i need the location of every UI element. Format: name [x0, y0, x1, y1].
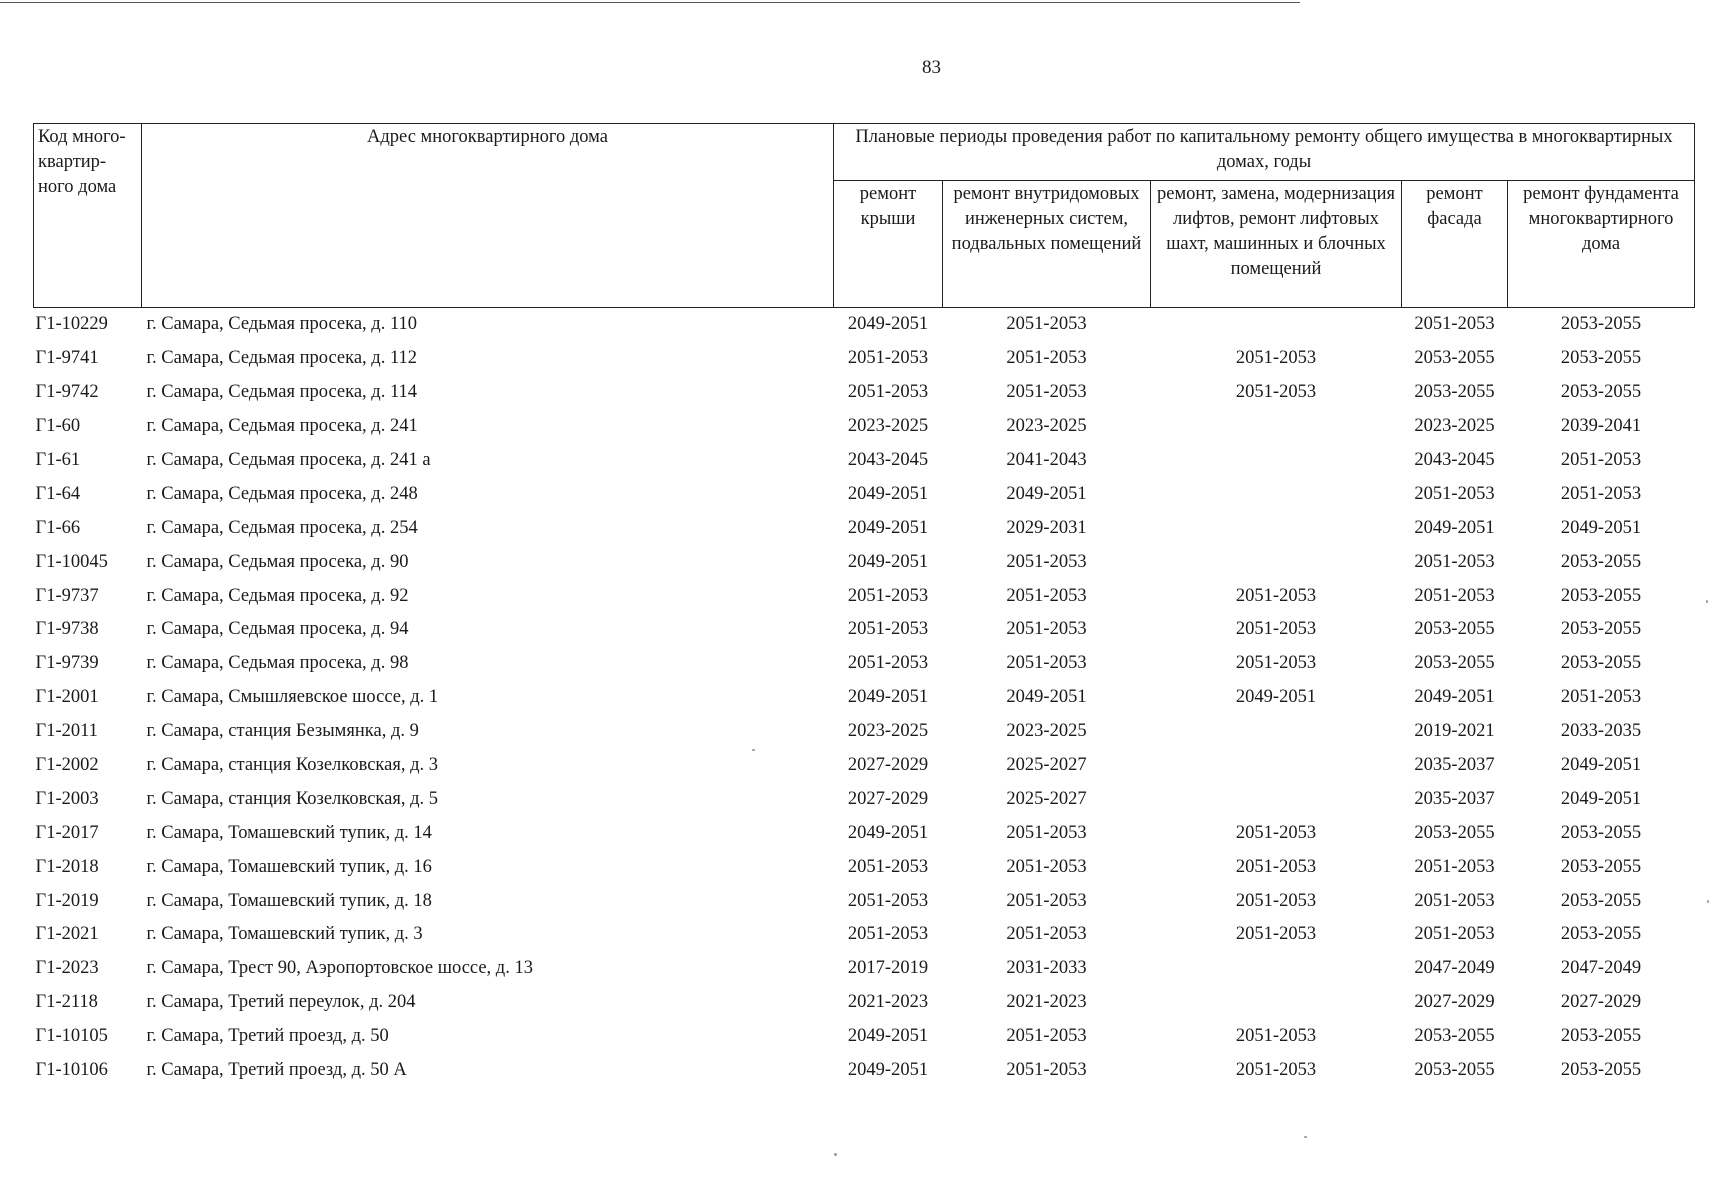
cell-systems: 2029-2031 [1006, 517, 1087, 538]
cell-lifts: 2051-2053 [1235, 1026, 1317, 1047]
cell-code: Г1-2023 [35, 958, 99, 979]
cell-code: Г1-2002 [35, 755, 99, 776]
cell-code: Г1-66 [35, 517, 81, 538]
cell-foundation: 2053-2055 [1560, 653, 1642, 674]
cell-facade: 2051-2053 [1414, 890, 1495, 911]
table-row [34, 681, 1695, 715]
cell-foundation: 2049-2051 [1560, 788, 1642, 809]
cell-roof: 2051-2053 [847, 382, 929, 403]
cell-facade: 2053-2055 [1414, 382, 1495, 403]
cell-address: г. Самара, Третий проезд, д. 50 [146, 1026, 389, 1047]
cell-foundation: 2033-2035 [1560, 721, 1642, 742]
cell-facade: 2051-2053 [1414, 585, 1495, 606]
cell-address: г. Самара, Седьмая просека, д. 94 [146, 619, 409, 640]
cell-address: г. Самара, станция Козелковская, д. 5 [146, 788, 439, 809]
cell-systems: 2051-2053 [1006, 585, 1087, 606]
table-row [34, 782, 1695, 816]
cell-code: Г1-2118 [35, 992, 98, 1013]
cell-address: г. Самара, Трест 90, Аэропортовское шоссе, д. 13 [146, 958, 533, 979]
cell-lifts: 2051-2053 [1235, 653, 1317, 674]
cell-systems: 2049-2051 [1006, 687, 1087, 708]
header-code: Код много-квартир-ного дома [34, 124, 142, 308]
cell-roof: 2049-2051 [847, 1026, 929, 1047]
cell-foundation: 2053-2055 [1560, 619, 1642, 640]
table-row [34, 308, 1695, 342]
cell-lifts [1151, 749, 1402, 783]
cell-facade: 2051-2053 [1414, 856, 1495, 877]
cell-address: г. Самара, Седьмая просека, д. 90 [146, 551, 409, 572]
cell-roof: 2049-2051 [847, 1060, 929, 1081]
table-row [34, 342, 1695, 376]
cell-code: Г1-2017 [35, 822, 99, 843]
cell-systems: 2049-2051 [1006, 483, 1087, 504]
cell-facade: 2035-2037 [1414, 788, 1495, 809]
cell-address: г. Самара, Третий проезд, д. 50 А [146, 1060, 407, 1081]
cell-systems: 2051-2053 [1006, 924, 1087, 945]
cell-lifts [1151, 511, 1402, 545]
cell-systems: 2041-2043 [1006, 450, 1087, 470]
cell-roof: 2051-2053 [847, 585, 929, 606]
cell-systems: 2021-2023 [1006, 992, 1087, 1013]
cell-lifts: 2051-2053 [1235, 619, 1317, 640]
cell-facade: 2019-2021 [1414, 721, 1495, 742]
cell-foundation: 2053-2055 [1560, 822, 1642, 843]
cell-roof: 2051-2053 [847, 653, 929, 674]
cell-lifts: 2051-2053 [1235, 382, 1317, 403]
cell-systems: 2051-2053 [1006, 619, 1087, 640]
table-row [34, 816, 1695, 850]
cell-address: г. Самара, Томашевский тупик, д. 14 [146, 822, 432, 843]
cell-foundation: 2049-2051 [1560, 755, 1642, 776]
table-row [34, 410, 1695, 444]
cell-roof: 2051-2053 [847, 619, 929, 640]
cell-foundation: 2051-2053 [1560, 483, 1642, 504]
table-row [34, 986, 1695, 1020]
cell-facade: 2053-2055 [1414, 1060, 1495, 1081]
cell-systems: 2051-2053 [1006, 1026, 1087, 1047]
cell-lifts: 2051-2053 [1235, 856, 1317, 877]
cell-foundation: 2053-2055 [1560, 890, 1642, 911]
cell-lifts: 2051-2053 [1235, 890, 1317, 911]
header-lifts: ремонт, замена, модернизация лифтов, ремонт лифтовых шахт, машинных и блочных помещений [1151, 181, 1402, 308]
cell-code: Г1-9738 [35, 619, 99, 640]
cell-code: Г1-9741 [35, 348, 99, 369]
cell-foundation: 2049-2051 [1560, 517, 1642, 538]
cell-systems: 2051-2053 [1006, 382, 1087, 403]
table-row [34, 545, 1695, 579]
cell-foundation: 2053-2055 [1560, 348, 1642, 369]
cell-code: Г1-2021 [35, 924, 99, 945]
cell-foundation: 2051-2053 [1560, 450, 1642, 470]
cell-address: г. Самара, Седьмая просека, д. 112 [146, 348, 418, 369]
cell-facade: 2053-2055 [1414, 619, 1495, 640]
cell-code: Г1-10045 [35, 551, 108, 572]
table-row [34, 613, 1695, 647]
cell-roof: 2049-2051 [847, 483, 929, 504]
cell-systems: 2051-2053 [1006, 551, 1087, 572]
cell-facade: 2051-2053 [1414, 551, 1495, 572]
cell-lifts [1151, 410, 1402, 444]
cell-code: Г1-2019 [35, 890, 99, 911]
cell-roof: 2043-2045 [847, 450, 929, 470]
cell-code: Г1-10106 [35, 1060, 108, 1081]
cell-systems: 2031-2033 [1006, 958, 1087, 979]
cell-foundation: 2053-2055 [1560, 551, 1642, 572]
cell-foundation: 2053-2055 [1560, 924, 1642, 945]
cell-code: Г1-9742 [35, 382, 99, 403]
cell-systems: 2051-2053 [1006, 348, 1087, 369]
cell-foundation: 2053-2055 [1560, 314, 1642, 335]
cell-facade: 2051-2053 [1414, 314, 1495, 335]
table-row [34, 918, 1695, 952]
page-number: 83 [922, 57, 941, 78]
table-row [34, 444, 1695, 478]
table-row [34, 579, 1695, 613]
cell-lifts [1151, 477, 1402, 511]
cell-roof: 2017-2019 [847, 958, 929, 979]
cell-facade: 2049-2051 [1414, 687, 1495, 708]
cell-foundation: 2047-2049 [1560, 958, 1642, 979]
cell-address: г. Самара, Седьмая просека, д. 248 [146, 483, 418, 504]
table-row [34, 715, 1695, 749]
scan-speck [1707, 900, 1709, 903]
cell-address: г. Самара, Смышляевское шоссе, д. 1 [146, 687, 439, 708]
scan-speck [752, 749, 755, 751]
scan-speck [1304, 1136, 1307, 1138]
cell-facade: 2053-2055 [1414, 822, 1495, 843]
cell-address: г. Самара, станция Безымянка, д. 9 [146, 721, 419, 742]
cell-code: Г1-2018 [35, 856, 99, 877]
cell-code: Г1-2001 [35, 687, 99, 708]
cell-systems: 2051-2053 [1006, 653, 1087, 674]
cell-lifts [1151, 545, 1402, 579]
cell-facade: 2035-2037 [1414, 755, 1495, 776]
cell-systems: 2051-2053 [1006, 890, 1087, 911]
cell-address: г. Самара, Седьмая просека, д. 254 [146, 517, 418, 538]
cell-address: г. Самара, Седьмая просека, д. 241 а [146, 450, 431, 470]
cell-facade: 2043-2045 [1414, 450, 1495, 470]
cell-lifts [1151, 308, 1402, 342]
cell-roof: 2021-2023 [847, 992, 929, 1013]
cell-address: г. Самара, Седьмая просека, д. 92 [146, 585, 409, 606]
cell-systems: 2023-2025 [1006, 721, 1087, 742]
header-periods-group: Плановые периоды проведения работ по капитальному ремонту общего имущества в многоквартирных домах, годы [834, 124, 1695, 181]
cell-roof: 2049-2051 [847, 314, 929, 335]
table-body [34, 308, 1695, 1088]
header-systems: ремонт внутридомовых инженерных систем, подвальных помещений [943, 181, 1151, 308]
table-row [34, 376, 1695, 410]
cell-facade: 2049-2051 [1414, 517, 1495, 538]
cell-systems: 2051-2053 [1006, 314, 1087, 335]
cell-address: г. Самара, Седьмая просека, д. 114 [146, 382, 418, 403]
cell-address: г. Самара, Седьмая просека, д. 241 [146, 416, 418, 437]
table-row [34, 749, 1695, 783]
cell-facade: 2023-2025 [1414, 416, 1495, 437]
scan-speck [1706, 600, 1708, 603]
table-row [34, 1054, 1695, 1088]
cell-address: г. Самара, Томашевский тупик, д. 3 [146, 924, 423, 945]
cell-foundation: 2053-2055 [1560, 856, 1642, 877]
cell-address: г. Самара, станция Козелковская, д. 3 [146, 755, 439, 776]
cell-foundation: 2053-2055 [1560, 585, 1642, 606]
header-roof: ремонт крыши [834, 181, 943, 308]
cell-roof: 2027-2029 [847, 755, 929, 776]
cell-systems: 2025-2027 [1006, 755, 1087, 776]
cell-systems: 2025-2027 [1006, 788, 1087, 809]
top-scan-rule [0, 2, 1300, 3]
table-row [34, 952, 1695, 986]
cell-lifts: 2051-2053 [1235, 822, 1317, 843]
table-row [34, 884, 1695, 918]
cell-roof: 2051-2053 [847, 348, 929, 369]
cell-systems: 2051-2053 [1006, 822, 1087, 843]
cell-code: Г1-9737 [35, 585, 99, 606]
cell-roof: 2049-2051 [847, 517, 929, 538]
cell-foundation: 2051-2053 [1560, 687, 1642, 708]
cell-lifts [1151, 715, 1402, 749]
cell-facade: 2053-2055 [1414, 653, 1495, 674]
cell-address: г. Самара, Томашевский тупик, д. 16 [146, 856, 432, 877]
cell-lifts: 2051-2053 [1235, 1060, 1317, 1081]
cell-foundation: 2039-2041 [1560, 416, 1642, 437]
cell-code: Г1-10229 [35, 314, 108, 335]
cell-address: г. Самара, Третий переулок, д. 204 [146, 992, 416, 1013]
cell-lifts: 2051-2053 [1235, 585, 1317, 606]
cell-facade: 2053-2055 [1414, 348, 1495, 369]
cell-roof: 2049-2051 [847, 687, 929, 708]
cell-foundation: 2053-2055 [1560, 1060, 1642, 1081]
cell-roof: 2051-2053 [847, 890, 929, 911]
table-header [34, 124, 1695, 308]
cell-systems: 2051-2053 [1006, 856, 1087, 877]
cell-lifts: 2051-2053 [1235, 924, 1317, 945]
cell-roof: 2023-2025 [847, 416, 929, 437]
cell-roof: 2051-2053 [847, 856, 929, 877]
table-row [34, 1020, 1695, 1054]
cell-foundation: 2053-2055 [1560, 382, 1642, 403]
cell-foundation: 2027-2029 [1560, 992, 1642, 1013]
cell-code: Г1-64 [35, 483, 81, 504]
cell-address: г. Самара, Седьмая просека, д. 98 [146, 653, 409, 674]
cell-roof: 2049-2051 [847, 551, 929, 572]
cell-lifts [1151, 782, 1402, 816]
capital-repair-table [33, 123, 1695, 1087]
cell-roof: 2049-2051 [847, 822, 929, 843]
cell-facade: 2051-2053 [1414, 483, 1495, 504]
cell-facade: 2027-2029 [1414, 992, 1495, 1013]
table-row [34, 647, 1695, 681]
cell-systems: 2023-2025 [1006, 416, 1087, 437]
cell-facade: 2053-2055 [1414, 1026, 1495, 1047]
cell-lifts [1151, 444, 1402, 478]
cell-lifts [1151, 986, 1402, 1020]
cell-code: Г1-10105 [35, 1026, 108, 1047]
cell-foundation: 2053-2055 [1560, 1026, 1642, 1047]
header-address: Адрес многоквартирного дома [142, 124, 834, 308]
cell-code: Г1-61 [35, 450, 81, 470]
cell-address: г. Самара, Седьмая просека, д. 110 [146, 314, 418, 335]
header-foundation: ремонт фундамента многоквартирного дома [1508, 181, 1695, 308]
table-row [34, 477, 1695, 511]
header-facade: ремонт фасада [1402, 181, 1508, 308]
cell-facade: 2047-2049 [1414, 958, 1495, 979]
cell-roof: 2023-2025 [847, 721, 929, 742]
cell-code: Г1-2011 [35, 721, 98, 742]
cell-lifts: 2051-2053 [1235, 348, 1317, 369]
cell-systems: 2051-2053 [1006, 1060, 1087, 1081]
cell-code: Г1-9739 [35, 653, 99, 674]
cell-address: г. Самара, Томашевский тупик, д. 18 [146, 890, 432, 911]
cell-code: Г1-60 [35, 416, 81, 437]
cell-lifts [1151, 952, 1402, 986]
cell-roof: 2051-2053 [847, 924, 929, 945]
cell-roof: 2027-2029 [847, 788, 929, 809]
cell-facade: 2051-2053 [1414, 924, 1495, 945]
cell-code: Г1-2003 [35, 788, 99, 809]
scan-speck [834, 1153, 837, 1156]
table-row [34, 850, 1695, 884]
cell-lifts: 2049-2051 [1235, 687, 1317, 708]
table-row [34, 511, 1695, 545]
